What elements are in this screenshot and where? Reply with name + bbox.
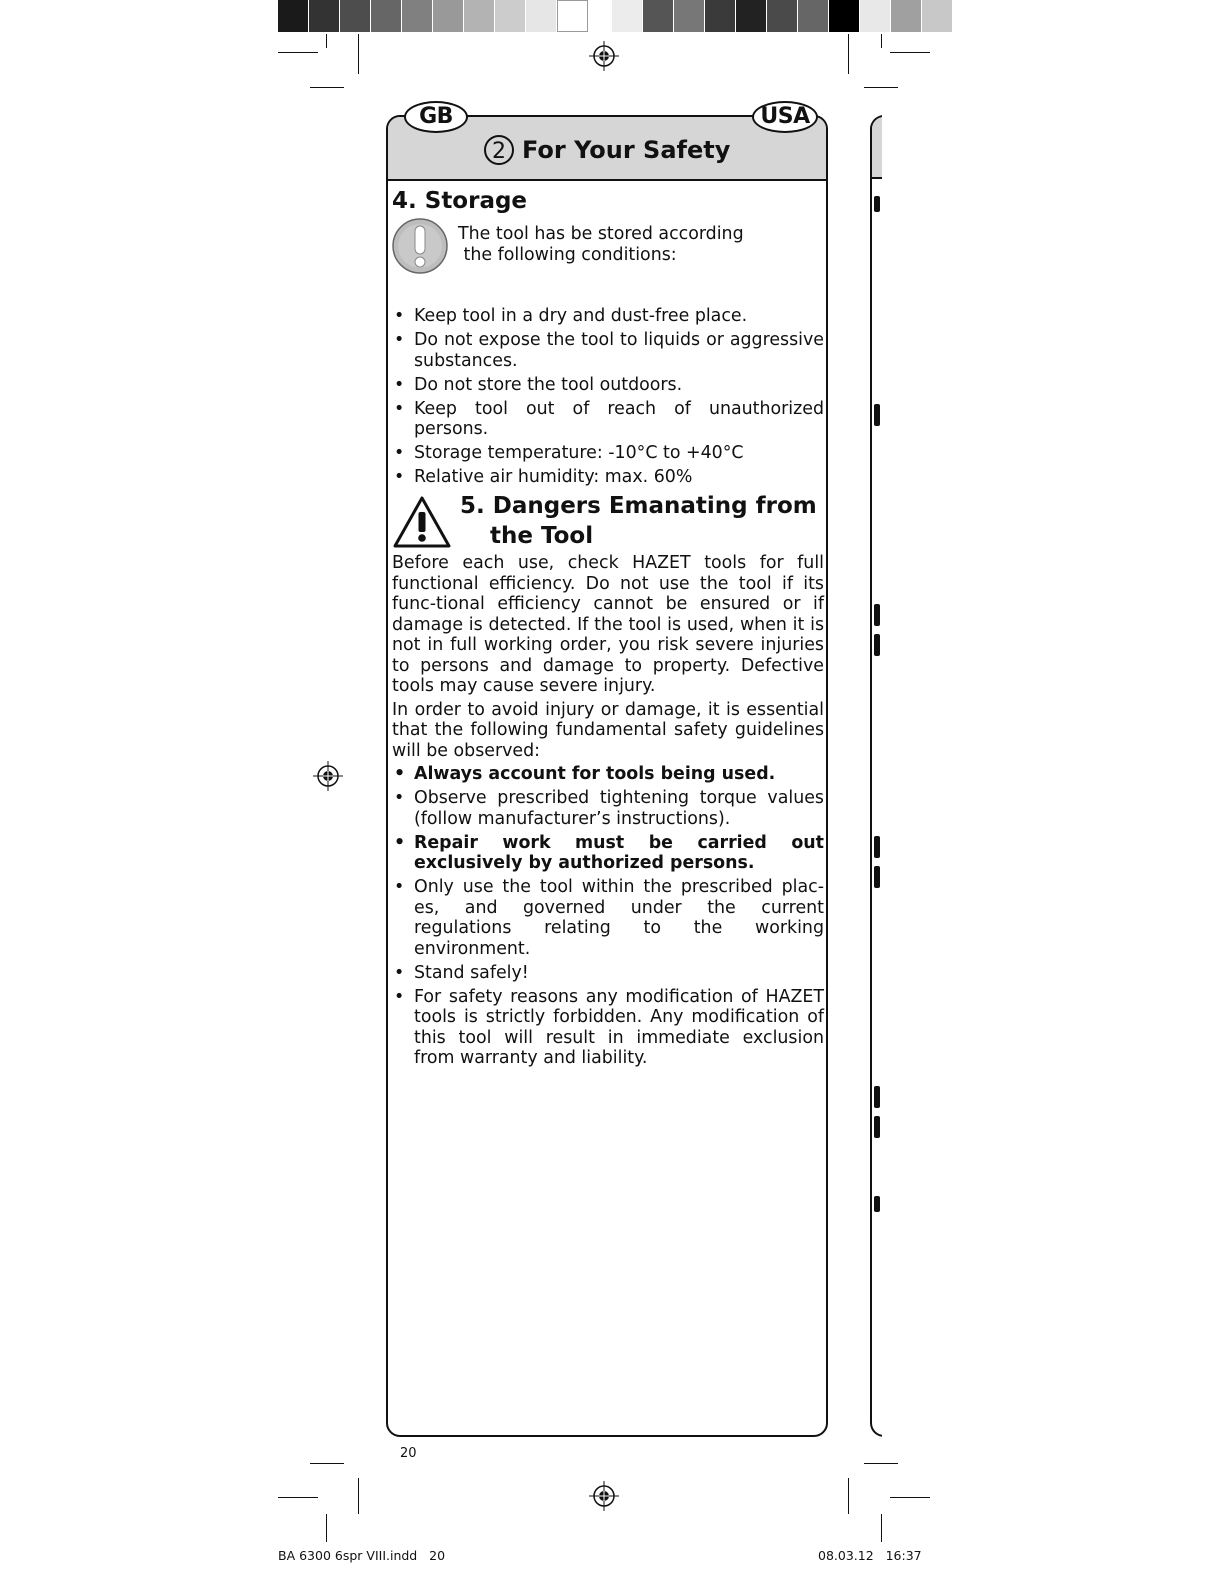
crop-mark (864, 87, 898, 88)
registration-mark-icon (589, 1481, 619, 1511)
country-badge-gb: GB (404, 101, 468, 133)
calibration-swatch (278, 0, 309, 32)
crop-mark (278, 1497, 318, 1498)
list-item: • Repair work must be carried out exclusively by authorized persons. (392, 833, 824, 874)
calibration-swatch (798, 0, 829, 32)
list-item: • Keep tool out of reach of unauthorized persons. (392, 399, 824, 440)
calibration-swatch (557, 0, 588, 32)
list-item: • Do not expose the tool to liquids or aggressive substances. (392, 330, 824, 371)
print-file-label: BA 6300 6spr VIII.indd 20 (278, 1548, 446, 1563)
calibration-swatch (767, 0, 798, 32)
calibration-swatch (464, 0, 495, 32)
calibration-swatch (495, 0, 526, 32)
adjacent-text-fragment (874, 196, 880, 212)
adjacent-text-fragment (874, 1196, 880, 1212)
crop-mark (890, 1497, 930, 1498)
storage-list (392, 306, 824, 488)
adjacent-text-fragment (874, 1086, 880, 1108)
warning-triangle-icon (392, 495, 452, 549)
calibration-swatch (526, 0, 557, 32)
list-item: • Stand safely! (392, 963, 824, 984)
panel-content (392, 186, 824, 1072)
crop-mark (890, 52, 930, 53)
calibration-swatch (736, 0, 767, 32)
calibration-swatch (860, 0, 891, 32)
storage-notice-line: the following conditions: (458, 244, 677, 265)
calibration-swatch (340, 0, 371, 32)
registration-mark-icon (589, 41, 619, 71)
section-title-text: For Your Safety (522, 136, 731, 164)
dangers-heading-block (392, 491, 824, 553)
calibration-swatch (612, 0, 643, 32)
list-item: • Relative air humidity: max. 60% (392, 467, 824, 488)
crop-mark (848, 34, 849, 74)
crop-mark (310, 1463, 344, 1464)
print-timestamp: 08.03.12 16:37 (818, 1548, 922, 1563)
list-item: • Storage temperature: -10°C to +40°C (392, 443, 824, 464)
crop-mark (848, 1478, 849, 1514)
storage-heading: 4. Storage (392, 188, 528, 214)
list-item: • Keep tool in a dry and dust-free place. (392, 306, 824, 327)
calibration-swatch (705, 0, 736, 32)
list-item: • For safety reasons any modification of HAZET tools is strictly forbidden. Any modification of this tool will result in immediate exclusion from warranty and liability. (392, 987, 824, 1069)
section-number: 2 (484, 135, 514, 165)
country-badge-usa: USA (752, 101, 818, 133)
adjacent-text-fragment (874, 604, 880, 626)
dangers-heading (460, 491, 820, 551)
registration-mark-icon (313, 761, 343, 791)
calibration-swatch (891, 0, 922, 32)
page-number: 20 (400, 1446, 417, 1461)
calibration-swatch (829, 0, 860, 32)
adjacent-text-fragment (874, 836, 880, 858)
color-calibration-bar-left (278, 0, 588, 32)
crop-mark (881, 1514, 882, 1542)
storage-notice-text (458, 224, 818, 265)
calibration-swatch (402, 0, 433, 32)
crop-mark (326, 1514, 327, 1542)
calibration-swatch (922, 0, 953, 32)
calibration-swatch (643, 0, 674, 32)
adjacent-text-fragment (874, 404, 880, 426)
storage-notice-line: The tool has be stored according (458, 224, 744, 244)
adjacent-text-fragment (874, 634, 880, 656)
adjacent-text-fragment (874, 866, 880, 888)
section-title (484, 135, 730, 165)
list-item: • Always account for tools being used. (392, 764, 824, 785)
dangers-paragraph: In order to avoid injury or damage, it is essential that the following fundamental safety guidelines will be observed: (392, 699, 824, 761)
list-item: • Observe prescribed tightening torque values (follow manufacturer’s instructions). (392, 788, 824, 829)
calibration-swatch (371, 0, 402, 32)
dangers-list (392, 764, 824, 1069)
crop-mark (326, 34, 327, 48)
color-calibration-bar-right (612, 0, 953, 32)
page-margin (882, 100, 1220, 1460)
dangers-heading-line: 5. Dangers Emanating from (460, 493, 817, 519)
calibration-swatch (674, 0, 705, 32)
crop-mark (310, 87, 344, 88)
calibration-swatch (309, 0, 340, 32)
crop-mark (864, 1463, 898, 1464)
calibration-swatch (433, 0, 464, 32)
adjacent-text-fragment (874, 1116, 880, 1138)
dangers-paragraph: Before each use, check HAZET tools for full functional efficiency. Do not use the tool if its func-tional efficiency cannot be ensured or if damage is detected. If the tool is used, when it is not in full working order, you risk severe injuries to persons and damage to property. Defective tools may cause severe injury. (392, 553, 824, 696)
dangers-heading-line: the Tool (490, 523, 594, 549)
crop-mark (278, 52, 318, 53)
crop-mark (358, 34, 359, 74)
exclamation-notice-icon (392, 218, 448, 274)
list-item: • Do not store the tool outdoors. (392, 375, 824, 396)
crop-mark (881, 34, 882, 48)
storage-notice (392, 216, 824, 306)
list-item: • Only use the tool within the prescribed plac-es, and governed under the current regulations relating to the working environment. (392, 877, 824, 959)
crop-mark (358, 1478, 359, 1514)
